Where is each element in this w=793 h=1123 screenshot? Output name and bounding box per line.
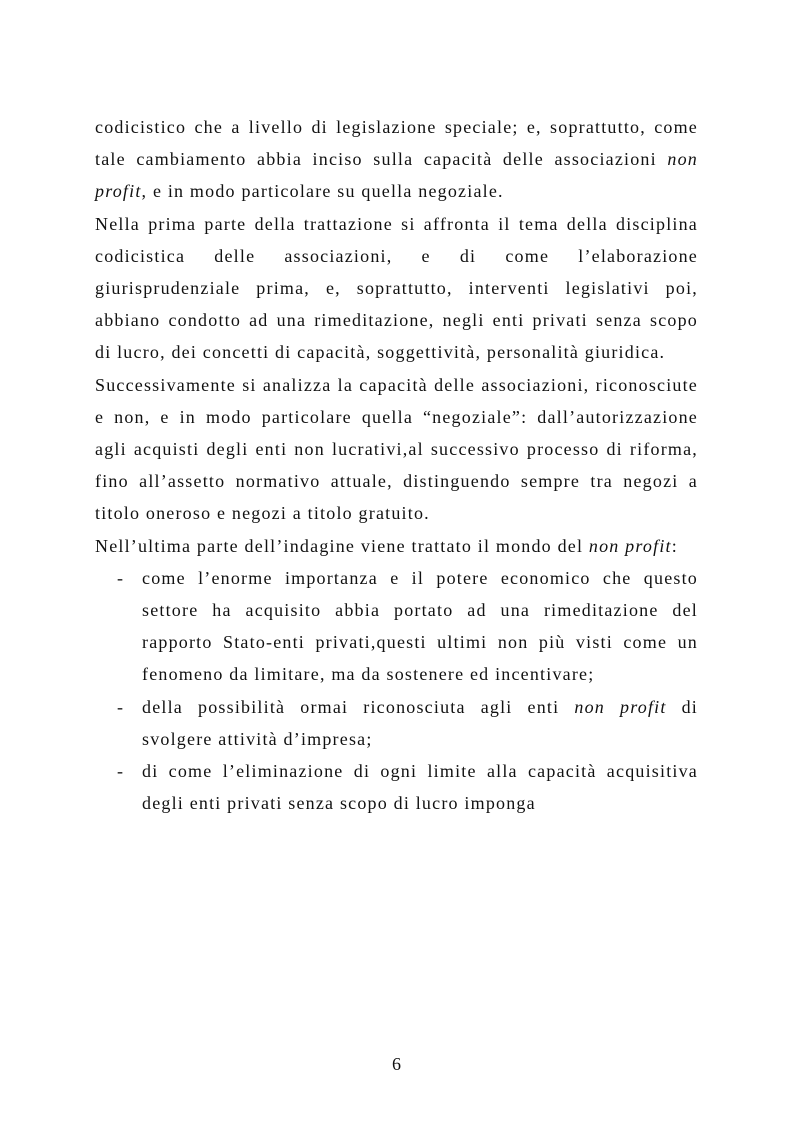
list-item: [117, 691, 699, 755]
dash-bullet: -: [117, 696, 125, 717]
italic-term: non profit: [588, 535, 672, 556]
dash-bullet: -: [117, 567, 125, 588]
list-item-text: della possibilità ormai riconosciuta agli enti: [142, 696, 575, 717]
dash-bullet: -: [117, 761, 125, 782]
paragraph-intro-text-end: , e in modo particolare su quella negoziale.: [141, 181, 504, 202]
paragraph-last-part-colon: :: [671, 535, 678, 556]
italic-term: non profit: [95, 149, 698, 202]
paragraph-intro: [95, 111, 698, 208]
paragraph-last-part-text: Nell’ultima parte dell’indagine viene trattato il mondo del: [95, 535, 589, 556]
bullet-list: [95, 562, 698, 820]
paragraph-second-part: Successivamente si analizza la capacità delle associazioni, riconosciute e non, e in modo particolare quella “negoziale”: dall’autorizzazione agli acquisti degli enti non lucrativi,al successivo processo di riforma, fino all’assetto normativo attuale, distinguendo sempre tra negozi a titolo oneroso e negozi a titolo gratuito.: [95, 374, 698, 524]
paragraph-first-part: Nella prima parte della trattazione si affronta il tema della disciplina codicistica delle associazioni, e di come l’elaborazione giurisprudenziale prima, e, soprattutto, interventi legislativi poi, abbiano condotto ad una rimeditazione, negli enti privati senza scopo di lucro, dei concetti di capacità, soggettività, personalità giuridica.: [95, 213, 698, 363]
list-item-text: come l’enorme importanza e il potere economico che questo settore ha acquisito abbia portato ad una rimeditazione del rapporto Stato-enti privati,questi ultimi non più visti come un fenomeno da limitare, ma da sostenere ed incentivare;: [142, 567, 698, 685]
list-item-text-end: di svolgere attività d’impresa;: [142, 696, 699, 749]
paragraph-intro-text: codicistico che a livello di legislazione speciale; e, soprattutto, come tale cambiamento abbia inciso sulla capacità delle associazioni: [95, 117, 698, 170]
list-item: [117, 562, 698, 691]
list-item: [117, 755, 698, 819]
paragraph-last-part: [95, 530, 698, 562]
list-item-text: di come l’eliminazione di ogni limite alla capacità acquisitiva degli enti privati senza scopo di lucro imponga: [142, 761, 698, 814]
italic-term: non profit: [574, 696, 667, 717]
body-text: [95, 111, 698, 819]
page-number: 6: [392, 1054, 401, 1074]
